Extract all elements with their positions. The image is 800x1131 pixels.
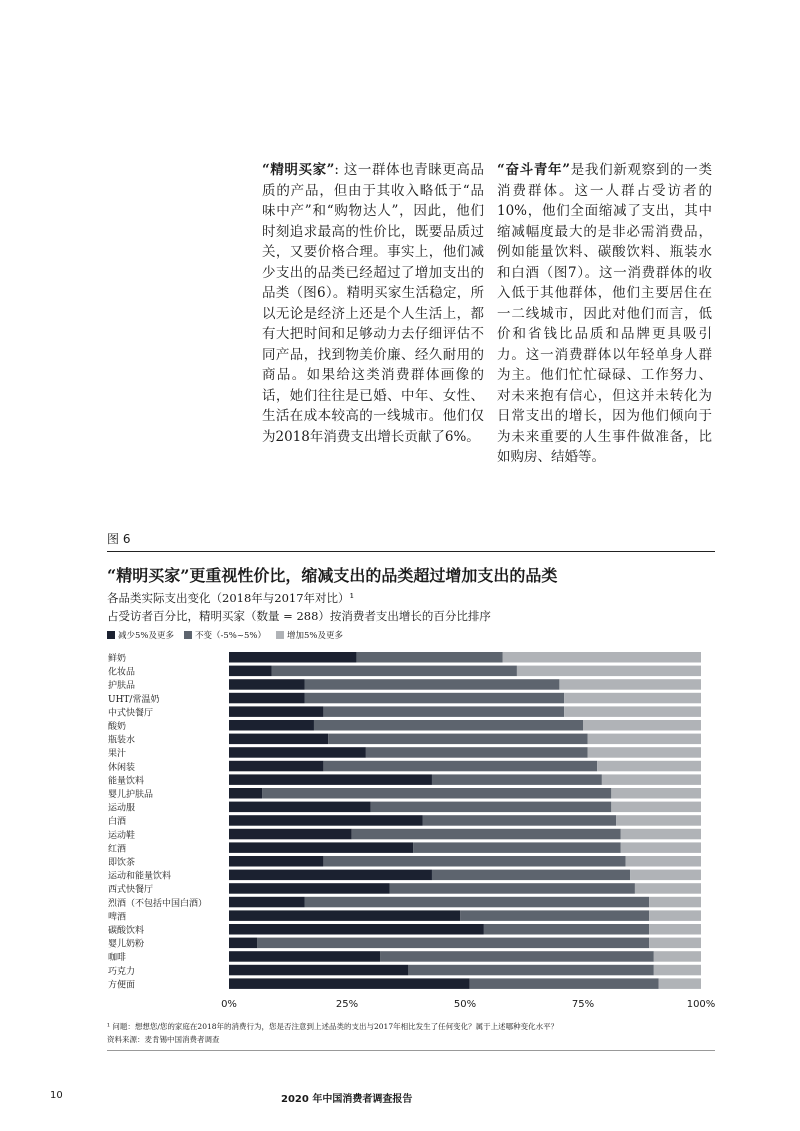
bar-segment-increase: [635, 883, 701, 894]
bar-segment-unchanged: [371, 802, 612, 813]
bar-segment-unchanged: [352, 829, 621, 840]
category-label: 咖啡: [108, 953, 127, 964]
right-column-text: [497, 160, 712, 468]
category-label: 碳酸饮料: [108, 926, 145, 936]
figure-footnote: ¹ 问题：想想您/您的家庭在2018年的消费行为，您是否注意到上述品类的支出与2017年相比发生了任何变化？属于上述哪种变化水平？: [107, 1022, 559, 1031]
category-label: 白酒: [108, 817, 127, 828]
category-label: 婴儿奶粉: [108, 939, 145, 950]
category-label: 婴儿护肤品: [108, 790, 154, 800]
bar-segment-unchanged: [323, 856, 625, 867]
category-label: 烈酒（不包括中国白酒）: [108, 898, 208, 909]
bar-segment-increase: [649, 910, 701, 921]
left-column-body: : 这一群体也青睐更高品质的产品，但由于其收入略低于“品味中产”和“购物达人”，因此，他们时刻追求最高的性价比，既要品质过关，又要价格合理。事实上，他们减少支出的品类已经超过了增加支出的品类（图6）。精明买家生活稳定，所以无论是经济上还是个人生活上，都有大把时间和足够动力去仔细评估不同产品，找到物美价廉、经久耐用的商品。如果给这类消费群体画像的话，她们往往是已婚、中年、女性、生活在成本较高的一线城市。他们仅为2018年消费支出增长贡献了6%。: [262, 162, 484, 445]
bar-segment-unchanged: [257, 938, 649, 949]
bar-segment-unchanged: [305, 693, 565, 704]
bar-segment-decrease: [229, 788, 262, 799]
bar-segment-decrease: [229, 706, 323, 717]
category-label: 能量饮料: [108, 776, 145, 787]
bar-segment-unchanged: [460, 910, 649, 921]
bar-segment-increase: [597, 761, 701, 772]
category-label: 红酒: [108, 844, 127, 855]
category-label: 酸奶: [108, 722, 127, 732]
bar-segment-decrease: [229, 870, 432, 881]
bar-segment-decrease: [229, 802, 371, 813]
bar-segment-increase: [611, 802, 701, 813]
category-label: 巧克力: [108, 966, 136, 977]
category-label: 运动服: [108, 803, 136, 814]
bar-segment-increase: [564, 706, 701, 717]
figure-subtitle: 各品类实际支出变化（2018年与2017年对比）¹: [107, 591, 355, 605]
legend-label-increase: 增加5%及更多: [286, 631, 343, 641]
bar-segment-unchanged: [314, 720, 583, 731]
bar-segment-decrease: [229, 774, 432, 785]
report-title: 2020 年中国消费者调查报告: [281, 1094, 413, 1105]
bar-segment-increase: [630, 870, 701, 881]
page-number: 10: [50, 1090, 63, 1101]
category-label: 化妆品: [108, 667, 136, 678]
category-label: UHT/常温奶: [108, 694, 160, 705]
chart-legend: [107, 629, 343, 641]
bar-segment-decrease: [229, 815, 423, 826]
bar-segment-unchanged: [323, 706, 564, 717]
bar-segment-unchanged: [413, 842, 621, 853]
bar-segment-unchanged: [271, 666, 516, 677]
bar-segment-decrease: [229, 978, 470, 989]
bar-segment-unchanged: [305, 897, 650, 908]
stacked-bar-chart: [100, 645, 720, 1020]
bar-segment-unchanged: [356, 652, 502, 663]
bar-segment-increase: [559, 679, 701, 690]
bar-segment-increase: [649, 897, 701, 908]
bar-segment-increase: [621, 829, 701, 840]
bar-segment-decrease: [229, 693, 305, 704]
category-label: 方便面: [108, 980, 136, 991]
figure-label: 图 6: [107, 532, 131, 546]
bar-segment-decrease: [229, 747, 366, 758]
category-label: 运动鞋: [108, 830, 136, 841]
category-label: 果汁: [108, 749, 127, 760]
legend-swatch-unchanged: [184, 631, 192, 639]
figure-top-rule: [107, 551, 715, 552]
bar-segment-decrease: [229, 910, 460, 921]
bar-segment-unchanged: [484, 924, 649, 935]
category-label: 运动和能量饮料: [108, 871, 172, 882]
bar-segment-increase: [611, 788, 701, 799]
bar-segment-decrease: [229, 666, 271, 677]
bar-segment-unchanged: [323, 761, 597, 772]
legend-item-decrease: [107, 629, 174, 641]
category-label: 中式快餐厅: [108, 708, 154, 719]
bar-segment-unchanged: [380, 951, 654, 962]
bar-segment-decrease: [229, 734, 328, 745]
category-label: 啤酒: [108, 912, 127, 923]
legend-item-unchanged: [184, 629, 266, 641]
figure-source: 资料来源：麦肯锡中国消费者调查: [107, 1035, 220, 1044]
bar-segment-increase: [616, 815, 701, 826]
bar-segment-decrease: [229, 938, 257, 949]
legend-label-unchanged: 不变（-5%~5%）: [195, 631, 266, 641]
bar-segment-unchanged: [366, 747, 588, 758]
bar-segment-decrease: [229, 897, 305, 908]
bar-segment-unchanged: [305, 679, 560, 690]
bar-segment-unchanged: [389, 883, 634, 894]
x-tick-label: 100%: [686, 999, 716, 1010]
legend-label-decrease: 减少5%及更多: [118, 631, 174, 641]
x-tick-label: 25%: [335, 999, 359, 1010]
x-tick-label: 0%: [221, 999, 237, 1010]
bar-segment-decrease: [229, 951, 380, 962]
bar-segment-increase: [654, 965, 701, 976]
bar-segment-increase: [621, 842, 701, 853]
figure-subtitle-2: 占受访者百分比，精明买家（数量 = 288）按消费者支出增长的百分比排序: [107, 609, 491, 623]
bar-segment-increase: [602, 774, 701, 785]
bar-segment-unchanged: [262, 788, 611, 799]
bar-segment-increase: [564, 693, 701, 704]
category-label: 休闲装: [108, 762, 136, 773]
bar-segment-increase: [503, 652, 701, 663]
x-tick-label: 75%: [571, 999, 595, 1010]
right-column-body: 是我们新观察到的一类消费群体。这一人群占受访者的10%，他们全面缩减了支出，其中缩减幅度最大的是非必需消费品，例如能量饮料、碳酸饮料、瓶装水和白酒（图7）。这一消费群体的收入低于其他群体，他们主要居住在一二线城市，因此对他们而言，低价和省钱比品质和品牌更具吸引力。这一消费群体以年轻单身人群为主。他们忙忙碌碌、工作努力、对未来抱有信心，但这并未转化为日常支出的增长，因为他们倾向于为未来重要的人生事件做准备，比如购房、结婚等。: [497, 162, 713, 465]
bar-segment-increase: [583, 720, 701, 731]
legend-swatch-decrease: [107, 631, 115, 639]
bar-segment-decrease: [229, 829, 352, 840]
bar-segment-increase: [517, 666, 701, 677]
left-column-text: [262, 160, 484, 447]
bar-segment-increase: [588, 734, 701, 745]
bar-segment-decrease: [229, 883, 389, 894]
left-column-lead: “精明买家”: [262, 162, 335, 178]
bar-segment-decrease: [229, 720, 314, 731]
bar-segment-decrease: [229, 842, 413, 853]
bar-segment-increase: [659, 978, 701, 989]
bar-segment-unchanged: [423, 815, 617, 826]
bar-segment-decrease: [229, 679, 305, 690]
bar-segment-decrease: [229, 761, 323, 772]
category-label: 即饮茶: [108, 858, 136, 868]
bar-segment-unchanged: [470, 978, 659, 989]
right-column-lead: “奋斗青年”: [497, 162, 571, 178]
bar-segment-unchanged: [432, 870, 630, 881]
legend-item-increase: [276, 629, 343, 641]
category-label: 西式快餐厅: [108, 885, 154, 896]
bar-segment-decrease: [229, 856, 323, 867]
x-tick-label: 50%: [453, 999, 477, 1010]
bar-segment-increase: [649, 938, 701, 949]
bar-segment-unchanged: [432, 774, 602, 785]
figure-bottom-rule: [107, 1050, 715, 1051]
bar-segment-increase: [588, 747, 701, 758]
bar-segment-unchanged: [408, 965, 653, 976]
bar-segment-decrease: [229, 652, 356, 663]
figure-title: “精明买家”更重视性价比，缩减支出的品类超过增加支出的品类: [107, 566, 558, 585]
bar-segment-increase: [625, 856, 701, 867]
bar-segment-unchanged: [328, 734, 588, 745]
category-label: 护肤品: [108, 681, 136, 692]
bar-segment-decrease: [229, 924, 484, 935]
category-label: 鲜奶: [108, 654, 127, 664]
bar-segment-increase: [654, 951, 701, 962]
bar-segment-increase: [649, 924, 701, 935]
legend-swatch-increase: [276, 631, 284, 639]
bar-segment-decrease: [229, 965, 408, 976]
category-label: 瓶装水: [108, 735, 136, 746]
